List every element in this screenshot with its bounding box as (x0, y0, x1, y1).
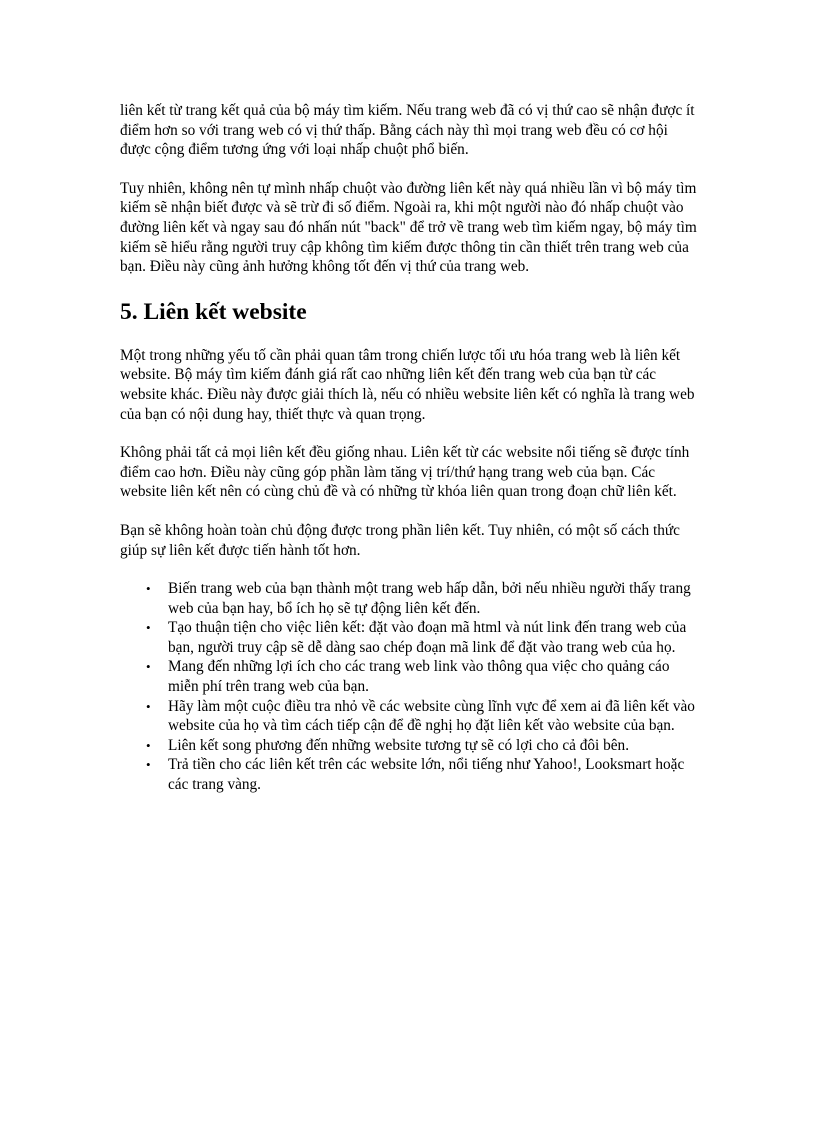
list-item (146, 755, 700, 794)
list-item-text: Biến trang web của bạn thành một trang web hấp dẫn, bởi nếu nhiều người thấy trang web của bạn hay, bổ ích họ sẽ tự động liên kết đến. (168, 580, 691, 617)
paragraph-link-methods: Bạn sẽ không hoàn toàn chủ động được trong phần liên kết. Tuy nhiên, có một số cách thức giúp sự liên kết được tiến hành tốt hơn. (120, 521, 680, 559)
list-item (146, 579, 700, 618)
paragraph-link-quality: Không phải tất cả mọi liên kết đều giống nhau. Liên kết từ các website nổi tiếng sẽ được tính điểm cao hơn. Điều này cũng góp phần làm tăng vị trí/thứ hạng trang web của bạn. Các website liên kết nên có cùng chủ đề và có những từ khóa liên quan trong đoạn chữ liên kết. (120, 444, 690, 501)
bullet-icon: • (146, 581, 151, 597)
bullet-icon: • (146, 620, 151, 636)
bullet-icon: • (146, 757, 151, 773)
section-heading-website-links: 5. Liên kết website (120, 298, 307, 325)
list-item-text: Mang đến những lợi ích cho các trang web link vào thông qua việc cho quảng cáo miễn phí trên trang web của bạn. (168, 658, 670, 696)
list-item-text: Trả tiền cho các liên kết trên các website lớn, nổi tiếng như Yahoo!, Looksmart hoặc các trang vàng. (168, 756, 685, 794)
paragraph-link-importance: Một trong những yếu tố cần phải quan tâm trong chiến lược tối ưu hóa trang web là liên kết website. Bộ máy tìm kiếm đánh giá rất cao những liên kết đến trang web của bạn từ các website khác. Điều này được giải thích là, nếu có nhiều website liên kết có nghĩa là trang web của bạn có nội dung hay, thiết thực và quan trọng. (120, 346, 695, 423)
list-item (146, 736, 700, 756)
document-page (120, 101, 700, 795)
list-item-text: Hãy làm một cuộc điều tra nhỏ về các website cùng lĩnh vực để xem ai đã liên kết vào website của họ và tìm cách tiếp cận để đề nghị họ đặt liên kết vào website của bạn. (168, 697, 695, 735)
list-item (146, 618, 700, 657)
bullet-icon: • (146, 737, 151, 753)
list-item (146, 697, 700, 736)
list-item-text: Liên kết song phương đến những website tương tự sẽ có lợi cho cả đôi bên. (168, 736, 630, 754)
paragraph-click-scoring: liên kết từ trang kết quả của bộ máy tìm kiếm. Nếu trang web đã có vị thứ cao sẽ nhận được ít điểm hơn so với trang web có vị thứ thấp. Bằng cách này thì mọi trang web đều có cơ hội được cộng điểm tương ứng với loại nhấp chuột phổ biến. (120, 102, 695, 159)
bullet-icon: • (146, 659, 151, 675)
link-tips-list (120, 579, 700, 795)
list-item-text: Tạo thuận tiện cho việc liên kết: đặt vào đoạn mã html và nút link đến trang web của bạn, người truy cập sẽ dễ dàng sao chép đoạn mã link để đặt vào trang web của họ. (168, 619, 687, 656)
paragraph-click-abuse: Tuy nhiên, không nên tự mình nhấp chuột vào đường liên kết này quá nhiều lần vì bộ máy tìm kiếm sẽ nhận biết được và sẽ trừ đi số điểm. Ngoài ra, khi một người nào đó nhấp chuột vào đường liên kết và ngay sau đó nhấn nút "back" để trở về trang web tìm kiếm ngay, bộ máy tìm kiếm sẽ hiểu rằng người truy cập không tìm kiếm được thông tin cần thiết trên trang web của bạn. Điều này cũng ảnh hưởng không tốt đến vị thứ của trang web. (120, 179, 697, 276)
bullet-icon: • (146, 698, 151, 714)
list-item (146, 657, 700, 696)
